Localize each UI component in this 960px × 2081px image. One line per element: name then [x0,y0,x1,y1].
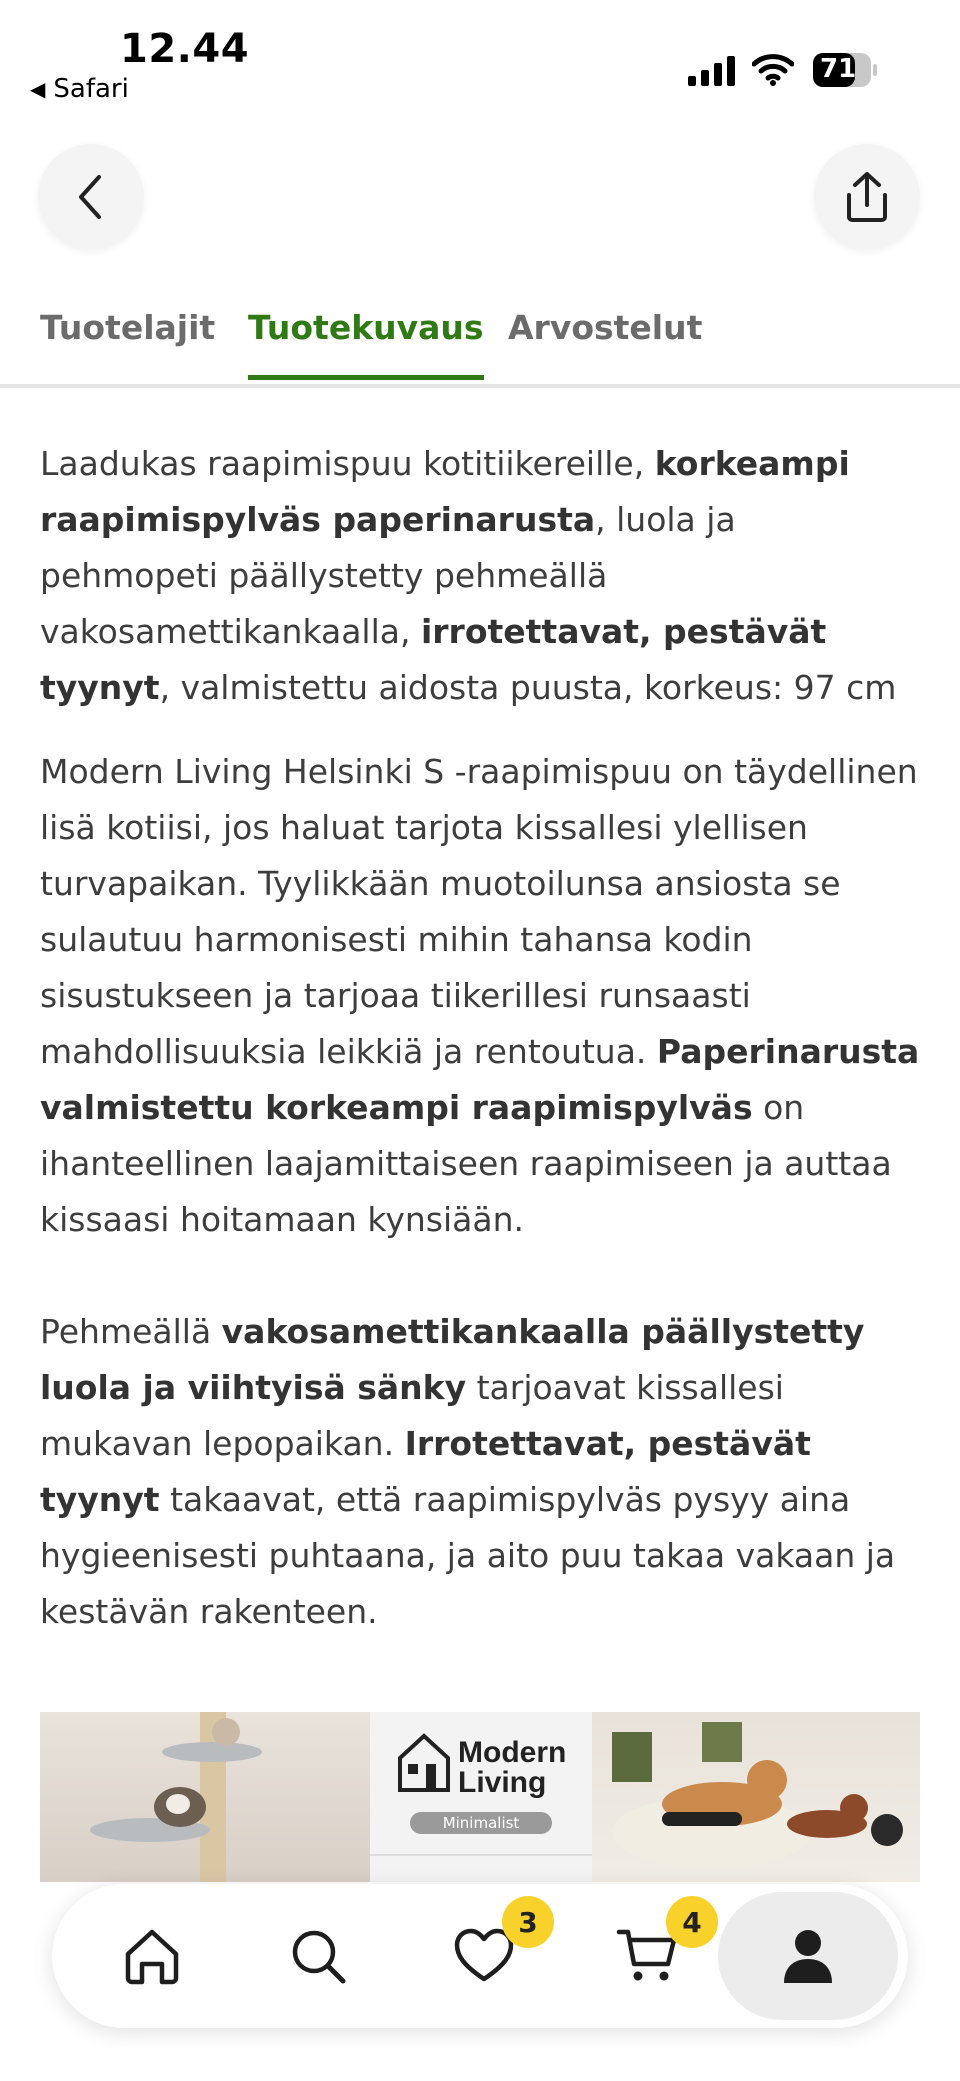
description-paragraph-1 [40,436,920,716]
collection-tag: Minimalist [410,1812,552,1834]
desc-text: , valmistettu aidosta puusta, korkeus: 97 cm [159,668,897,707]
cellular-signal-icon [688,56,738,86]
nav-home[interactable] [116,1920,188,1992]
share-icon [843,171,891,223]
status-bar [0,0,960,120]
brand-banner [40,1712,920,1882]
desc-text: tarjoavat kissallesi mukavan lepopaikan. [40,1368,784,1463]
desc-text: , luola ja pehmopeti päällystetty pehmeällä vakosamettikankaalla, [40,500,736,651]
description-paragraph-3 [40,1304,920,1640]
description-paragraph-2 [40,744,920,1248]
desc-highlight: Irrotettavat, pestävät tyynyt [40,1424,811,1519]
back-triangle-icon: ◀ [30,77,46,101]
house-logo-icon [396,1732,452,1794]
wifi-icon [752,52,794,86]
nav-search[interactable] [282,1920,354,1992]
clock: 12.44 [120,26,250,72]
tab-product-variants[interactable]: Tuotelajit [40,308,216,347]
dog-bed-photo [592,1712,920,1882]
tab-product-description[interactable]: Tuotekuvaus [248,308,484,380]
cat-tree-photo [40,1712,370,1882]
bottom-navigation [52,1884,908,2028]
back-to-app-link[interactable] [30,74,129,104]
battery-level: 71 [820,54,857,84]
battery-indicator [812,52,878,88]
desc-text: Pehmeällä [40,1312,222,1351]
brand-logo-text [458,1738,566,1798]
cat-tree-illustration [40,1712,370,1882]
desc-highlight: vakosamettikankaalla päällystetty luola ja viihtyisä sänky [40,1312,865,1407]
desc-highlight: Paperinarusta valmistettu korkeampi raapimispylväs [40,1032,920,1127]
nav-profile[interactable] [718,1892,898,2020]
search-icon [288,1926,348,1986]
back-button[interactable] [38,144,144,250]
share-button[interactable] [814,144,920,250]
tab-reviews[interactable]: Arvostelut [508,308,703,347]
product-description [40,436,920,1668]
desc-text: Modern Living Helsinki S -raapimispuu on täydellinen lisä kotiisi, jos haluat tarjota kissallesi ylellisen turvapaikan. Tyylikkään muotoilunsa ansiosta se sulautuu harmonisesti mihin tahansa kodin sisustukseen ja tarjoaa tiikerillesi runsaasti mahdollisuuksia leikkiä ja rentoutua. [40,752,918,1071]
favorites-count-badge: 3 [502,1896,554,1948]
product-tabs [0,300,960,388]
logo-line-1: Modern [458,1736,567,1769]
logo-line-2: Living [458,1766,547,1799]
chevron-left-icon [71,173,111,221]
divider [370,1854,592,1856]
desc-highlight: irrotettavat, pestävät tyynyt [40,612,827,707]
desc-text: takaavat, että raapimispylväs pysyy aina hygieenisesti puhtaana, ja aito puu takaa vakaan ja kestävän rakenteen. [40,1480,896,1631]
dogs-on-bed-illustration [592,1712,920,1882]
desc-highlight: korkeampi raapimispylväs paperinarusta [40,444,850,539]
cart-count-badge: 4 [666,1896,718,1948]
back-app-label: Safari [53,74,129,104]
home-icon [122,1926,182,1986]
profile-icon [782,1927,834,1985]
brand-logo-panel [370,1712,592,1882]
desc-text: on ihanteellinen laajamittaiseen raapimiseen ja auttaa kissaasi hoitamaan kynsiään. [40,1088,892,1239]
desc-text: Laadukas raapimispuu kotitiikereille, [40,444,655,483]
